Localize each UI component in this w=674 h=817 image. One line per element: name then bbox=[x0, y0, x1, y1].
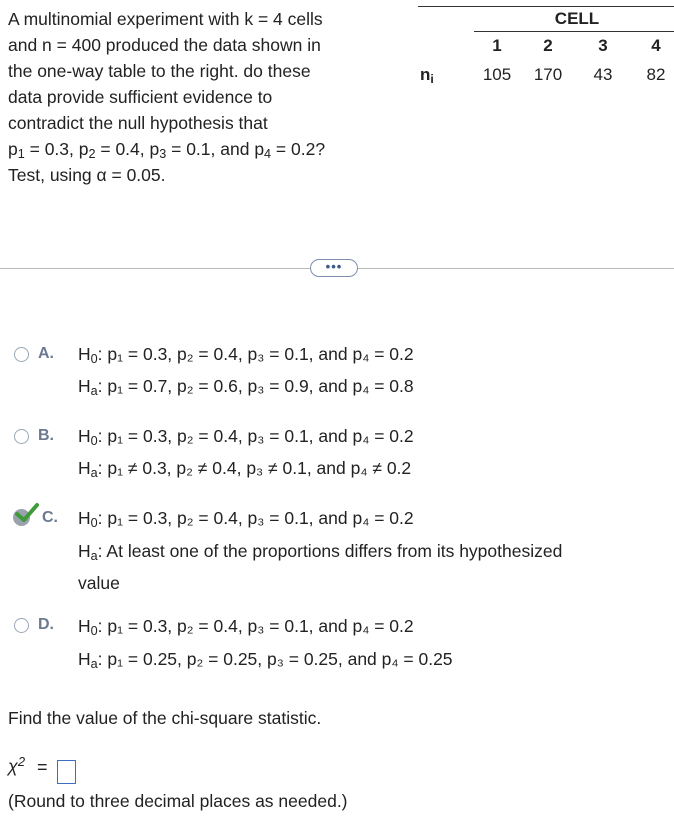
option-c-ha: $H_a$: At least one of the proportions differs from its hypothesized bbox=[78, 541, 563, 564]
chi-square-answer-input[interactable] bbox=[57, 760, 76, 784]
option-a-letter: A. bbox=[38, 345, 54, 362]
option-d-ha: $H_a$: p₁ = 0.25, p₂ = 0.25, p₃ = 0.25, and p₄ = 0.25 bbox=[78, 649, 453, 672]
option-d-radio[interactable] bbox=[14, 618, 29, 633]
problem-line: the one-way table to the right. do these bbox=[8, 61, 311, 81]
table-value-4: 82 bbox=[646, 65, 666, 84]
option-c-h0: $H_0$: p₁ = 0.3, p₂ = 0.4, p₃ = 0.1, and p₄ = 0.2 bbox=[78, 508, 414, 531]
null-hypothesis-values: $p_1 = 0.3$, $p_2 = 0.4$, $p_3 = 0.1$, and $p_4 = 0.2$? bbox=[8, 139, 326, 162]
problem-statement bbox=[8, 6, 403, 188]
table-value-2: 170 bbox=[533, 65, 563, 84]
table-row-label: $n_i$ bbox=[420, 65, 434, 87]
table-column-2: 2 bbox=[543, 36, 553, 55]
option-b-radio[interactable] bbox=[14, 429, 29, 444]
problem-line: and n = 400 produced the data shown in bbox=[8, 35, 321, 55]
option-b-ha: $H_a$: p₁ ≠ 0.3, p₂ ≠ 0.4, p₃ ≠ 0.1, and p₄ ≠ 0.2 bbox=[78, 458, 412, 481]
option-c-ha-continued: value bbox=[78, 573, 120, 593]
table-top-rule bbox=[418, 6, 674, 7]
option-d-letter: D. bbox=[38, 616, 54, 633]
table-value-1: 105 bbox=[482, 65, 512, 84]
option-b-h0: $H_0$: p₁ = 0.3, p₂ = 0.4, p₃ = 0.1, and p₄ = 0.2 bbox=[78, 426, 414, 449]
problem-line: A multinomial experiment with k = 4 cells bbox=[8, 9, 323, 29]
expand-ellipsis-button[interactable]: ••• bbox=[310, 259, 358, 277]
rounding-instruction: (Round to three decimal places as needed.) bbox=[8, 791, 348, 811]
table-column-3: 3 bbox=[598, 36, 608, 55]
chi-square-symbol: $\chi^2$ bbox=[8, 754, 26, 776]
table-header-cell: CELL bbox=[554, 9, 600, 28]
option-b-letter: B. bbox=[38, 427, 54, 444]
problem-line: Test, using α = 0.05. bbox=[8, 165, 166, 185]
checkmark-icon bbox=[14, 502, 40, 524]
option-a-ha: $H_a$: p₁ = 0.7, p₂ = 0.6, p₃ = 0.9, and p₄ = 0.8 bbox=[78, 376, 414, 399]
chi-square-question: Find the value of the chi-square statistic. bbox=[8, 708, 322, 728]
option-a-radio[interactable] bbox=[14, 347, 29, 362]
option-a-h0: $H_0$: p₁ = 0.3, p₂ = 0.4, p₃ = 0.1, and p₄ = 0.2 bbox=[78, 344, 414, 367]
table-value-3: 43 bbox=[593, 65, 613, 84]
table-header-rule bbox=[474, 31, 674, 32]
option-c-letter: C. bbox=[42, 509, 58, 526]
table-column-1: 1 bbox=[492, 36, 502, 55]
problem-line: contradict the null hypothesis that bbox=[8, 113, 268, 133]
option-d-h0: $H_0$: p₁ = 0.3, p₂ = 0.4, p₃ = 0.1, and p₄ = 0.2 bbox=[78, 616, 414, 639]
table-column-4: 4 bbox=[651, 36, 661, 55]
equals-sign: = bbox=[37, 757, 48, 777]
problem-line: data provide sufficient evidence to bbox=[8, 87, 273, 107]
